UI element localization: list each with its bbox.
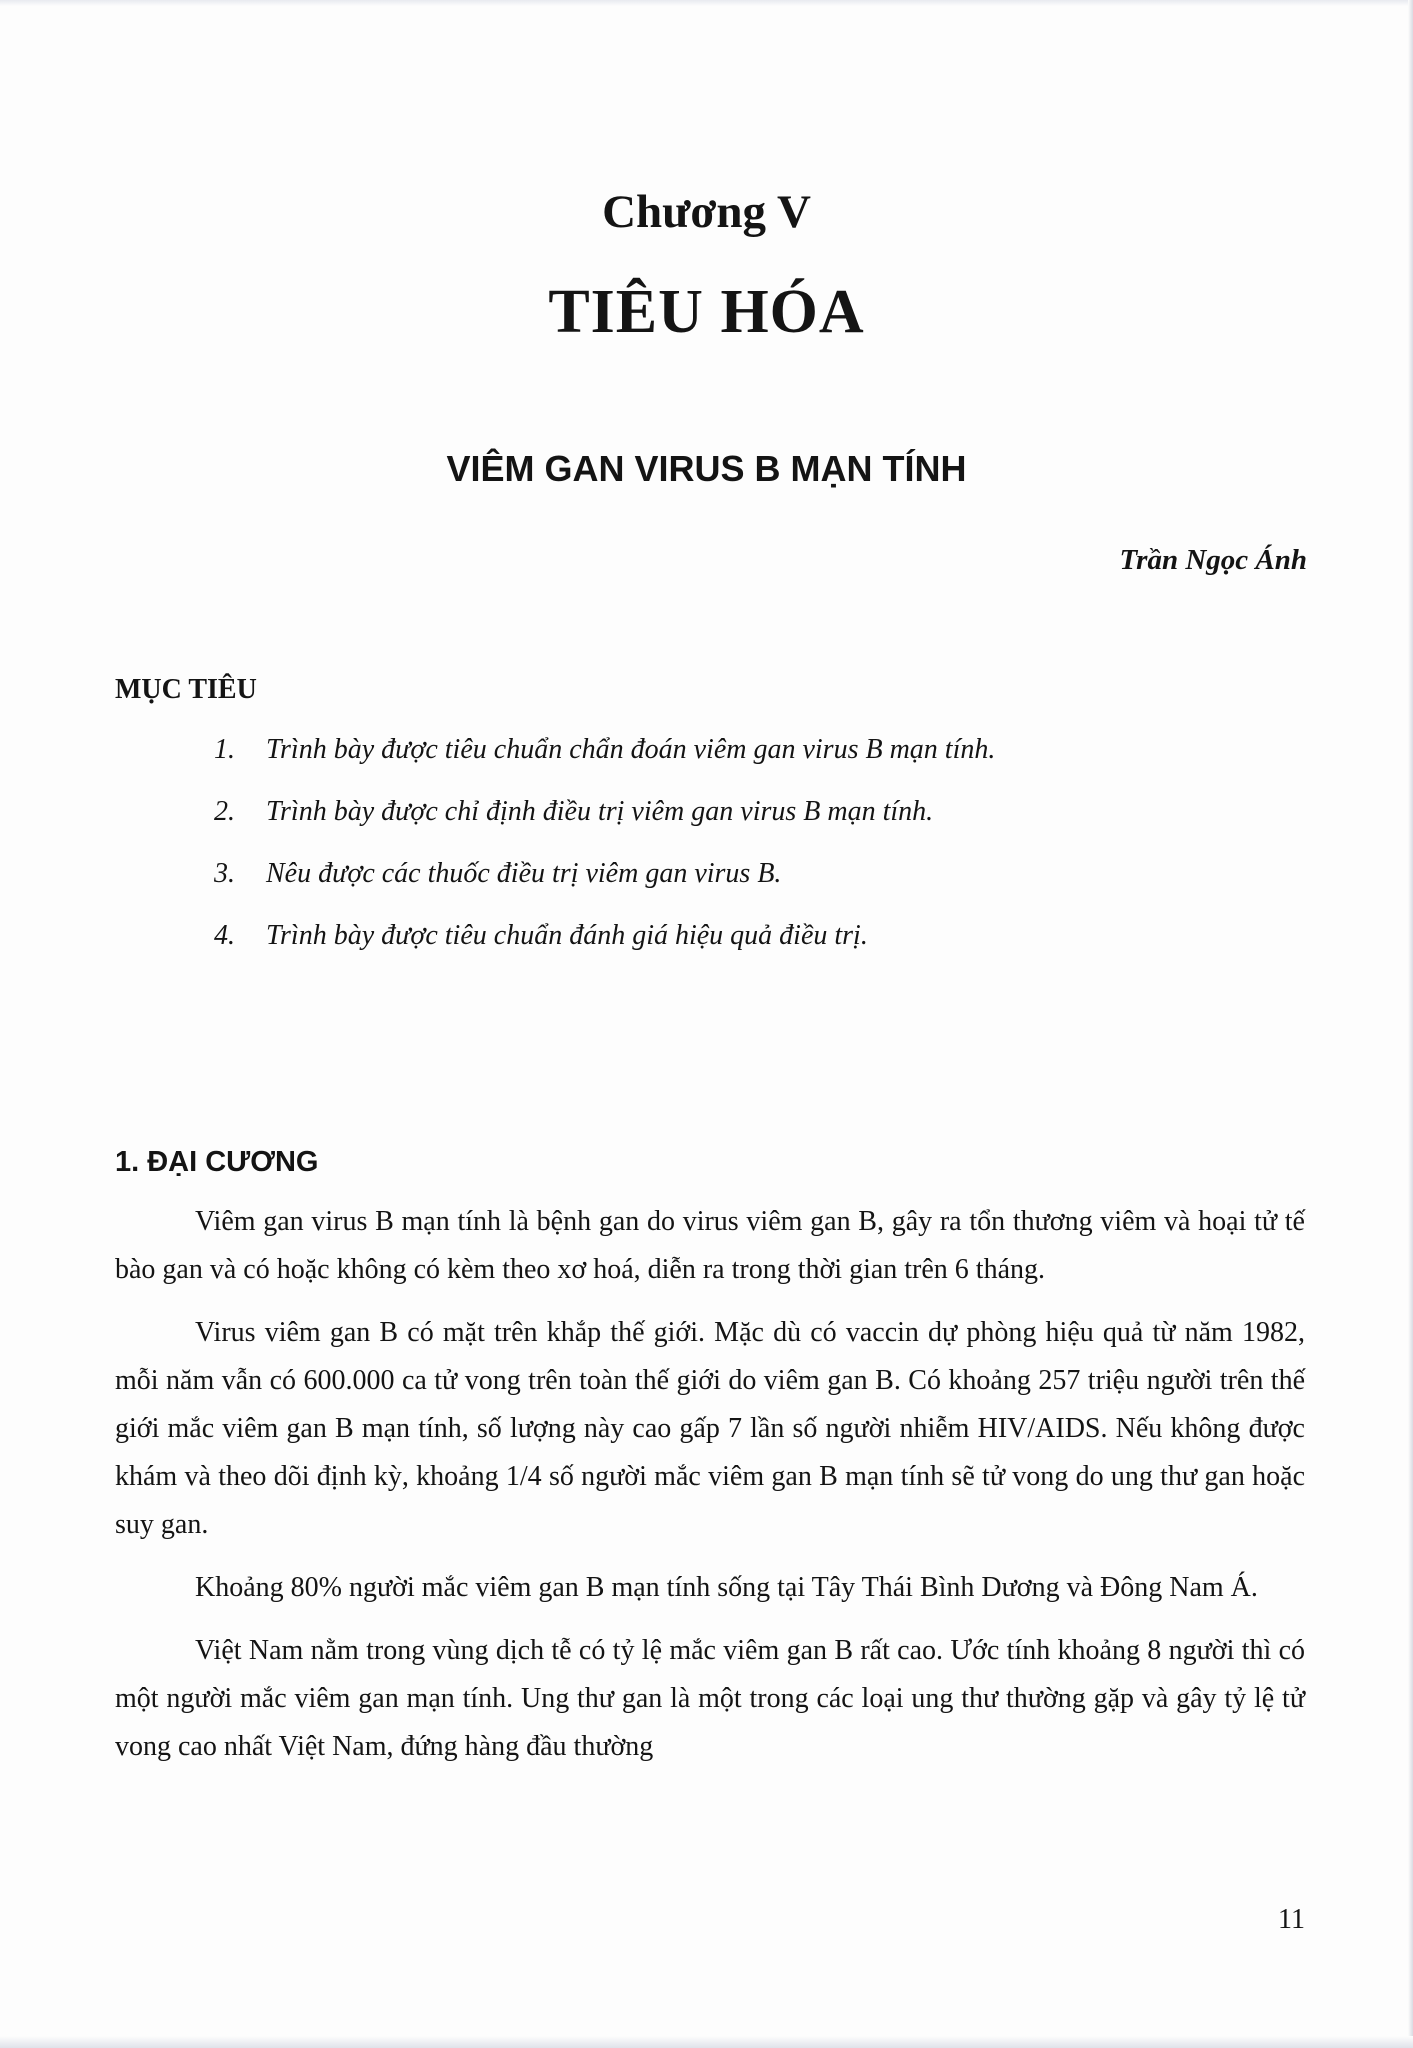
objective-text: Trình bày được tiêu chuẩn đánh giá hiệu quả điều trị. bbox=[266, 920, 868, 951]
section-body bbox=[115, 1198, 1305, 1786]
body-paragraph: Khoảng 80% người mắc viêm gan B mạn tính sống tại Tây Thái Bình Dương và Đông Nam Á. bbox=[195, 1572, 1258, 1603]
objective-item bbox=[214, 792, 995, 854]
objective-item bbox=[214, 916, 995, 978]
body-paragraph: Virus viêm gan B có mặt trên khắp thế giới. Mặc dù có vaccin dự phòng hiệu quả từ năm 1982, mỗi năm vẫn có 600.000 ca tử vong trên toàn thế giới do viêm gan B. Có khoảng 257 triệu người trên thế giới mắc viêm gan B mạn tính, số lượng này cao gấp 7 lần số người nhiễm HIV/AIDS. Nếu không được khám và theo dõi định kỳ, khoảng 1/4 số người mắc viêm gan B mạn tính sẽ tử vong do ung thư gan hoặc suy gan. bbox=[115, 1317, 1305, 1540]
objective-text: Nêu được các thuốc điều trị viêm gan virus B. bbox=[266, 858, 782, 889]
objective-number: 3. bbox=[214, 858, 235, 889]
objective-number: 2. bbox=[214, 796, 235, 827]
chapter-title: TIÊU HÓA bbox=[548, 278, 865, 346]
chapter-label: Chương V bbox=[602, 186, 811, 238]
author-name: Trần Ngọc Ánh bbox=[1119, 544, 1307, 576]
objective-number: 4. bbox=[214, 920, 235, 951]
scan-edge-top bbox=[0, 0, 1413, 6]
objective-text: Trình bày được chỉ định điều trị viêm gan virus B mạn tính. bbox=[266, 796, 934, 827]
scan-edge-bottom bbox=[0, 2036, 1413, 2048]
page-number: 11 bbox=[1278, 1904, 1305, 1935]
objective-item bbox=[214, 854, 995, 916]
objectives-list bbox=[214, 730, 995, 978]
body-paragraph: Việt Nam nằm trong vùng dịch tễ có tỷ lệ mắc viêm gan B rất cao. Ước tính khoảng 8 người thì có một người mắc viêm gan mạn tính. Ung thư gan là một trong các loại ung thư thường gặp và gây tỷ lệ tử vong cao nhất Việt Nam, đứng hàng đầu thường bbox=[115, 1635, 1305, 1762]
lesson-title: VIÊM GAN VIRUS B MẠN TÍNH bbox=[446, 448, 967, 489]
objective-number: 1. bbox=[214, 734, 235, 765]
section-heading: 1. ĐẠI CƯƠNG bbox=[115, 1146, 319, 1178]
objectives-heading: MỤC TIÊU bbox=[115, 674, 257, 705]
objective-text: Trình bày được tiêu chuẩn chẩn đoán viêm gan virus B mạn tính. bbox=[266, 734, 996, 765]
body-paragraph: Viêm gan virus B mạn tính là bệnh gan do virus viêm gan B, gây ra tổn thương viêm và hoại tử tế bào gan và có hoặc không có kèm theo xơ hoá, diễn ra trong thời gian trên 6 tháng. bbox=[115, 1206, 1305, 1285]
objective-item bbox=[214, 730, 995, 792]
